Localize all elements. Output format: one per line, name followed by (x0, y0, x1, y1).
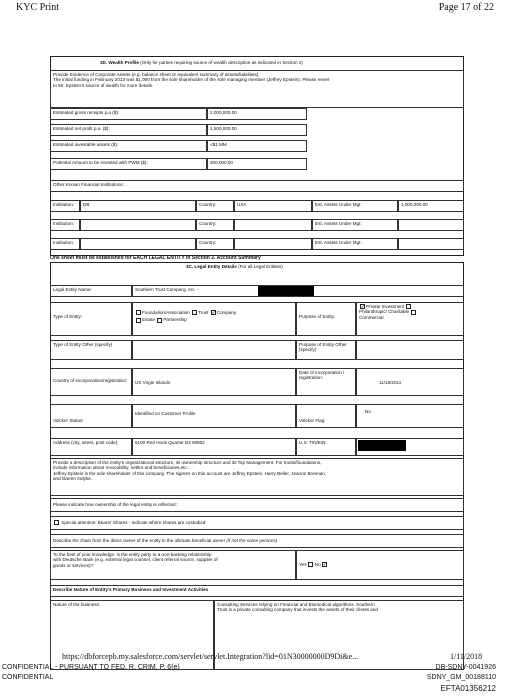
bates-number-1: DB-SDNY-0041926 (435, 664, 496, 671)
no-checkbox[interactable] (322, 562, 327, 567)
philanthropic-label: Philanthropic/ Charitable (359, 309, 410, 315)
print-title: KYC Print (16, 2, 60, 13)
entity-type-other-value[interactable] (132, 340, 296, 360)
org-structure-label-2: include information about revocability, settlor and beneficiaries,etc.: (53, 465, 190, 471)
entity-purpose-options (356, 302, 464, 336)
volcker-flag-text: No (365, 409, 371, 414)
bearer-shares-label: Special attention: Bearer Shares - Indicate where shares are custodied: (61, 520, 207, 525)
incorporation-date-text: 11/18/2011 (379, 380, 402, 385)
institution-3-assets-label: Est. Assets Under Mgt: (312, 238, 398, 250)
footer-date: 1/11/2018 (450, 652, 483, 661)
volcker-flag-label: Volcker Flag: (299, 418, 326, 423)
yes-label: Yes (299, 562, 307, 567)
org-structure-label-1: Provide a description of the entity's organizational structure, its ownership structure and its Top Management. For trusts/foundations, (53, 460, 322, 465)
country-incorporation-value (132, 368, 296, 396)
legal-entity-name-text: Southern Trust Company, Inc. - (135, 287, 199, 292)
gross-receipts-label: Estimated gross receipts p.a ($): (50, 108, 207, 120)
non-banking-question-line-2: with Deutsche Bank (e.g. external legal counsel, client referral source, supplier of (53, 557, 218, 563)
evidence-text-2: to Mr. Epstein's source of wealth for more details. (53, 82, 154, 88)
institution-2-label: Institution: (50, 219, 80, 231)
net-profit-value: 1,500,000.00 (207, 124, 307, 136)
entity-type-other-label: Type of Entity Other (specify) (50, 340, 132, 360)
entity-type-label-cell (50, 302, 132, 336)
country-incorporation-label (50, 368, 132, 396)
bates-number-3: EFTA01356212 (440, 684, 496, 693)
legal-entity-title: 3C. Legal Entity Details (For all Legal Entities) (186, 264, 283, 269)
volcker-status-label: Volcker Status: (53, 418, 84, 423)
partnership-checkbox[interactable] (157, 318, 162, 323)
bearer-shares-row (50, 516, 464, 530)
institution-2-country-value (234, 219, 312, 231)
institution-1-country-value: USA (234, 200, 312, 212)
ownership-chain-row (50, 534, 464, 548)
ownership-chain-note: (if not the same persons) (226, 538, 278, 543)
institution-1-value: DB (80, 200, 196, 212)
foundation-option-label: Foundation/Association (142, 310, 190, 315)
philanthropic-checkbox[interactable] (411, 310, 416, 315)
org-structure-text-1: Jeffrey Epstein is the sole shareholder of this company. The signors on this account are Jeffrey Epstein, Harry Beller, Jeanne Brennan, (53, 470, 327, 476)
institution-3-value (80, 238, 196, 250)
legal-entity-name-label: Legal Entity Name: (50, 285, 132, 297)
nature-label: Nature of the business: (50, 600, 214, 670)
volcker-flag-label-cell (296, 404, 356, 428)
investable-assets-value: <$1 MM (207, 140, 307, 152)
company-option-label: Company (216, 310, 237, 315)
non-banking-question (50, 550, 296, 580)
institution-1-country-label: Country: (196, 200, 234, 212)
potential-amount-value: 300,000.00 (207, 158, 307, 170)
entity-purpose-label: Purpose of Entity: (299, 314, 336, 319)
evidence-label: Provide Evidence of Corporate Assets (e.g. balance sheet or equivalent summary of assets/liabilities): (53, 72, 260, 77)
org-structure-text-2: and Darren Indyke. (53, 476, 93, 482)
estate-checkbox[interactable] (136, 318, 141, 323)
non-banking-question-line-1: To the best of your knowledge, is the entity party to a non-banking relationship (53, 552, 212, 557)
ownership-chain-label: Describe the chain from the direct owner of the entity to the ultimate beneficial owner (53, 538, 226, 543)
org-structure-block (50, 458, 464, 496)
volcker-status-text: Identified on Customer Profile (135, 411, 196, 416)
yes-checkbox[interactable] (308, 562, 313, 567)
incorporation-date-value (356, 368, 464, 396)
nature-title: Describe Nature of Entity's Primary Business and Investment Activities (50, 585, 464, 597)
tin-redaction-box (358, 440, 406, 451)
volcker-status-label-cell (50, 404, 132, 428)
address-label: Address (city, street, post code): (50, 438, 132, 456)
other-institutions-label: Other Known Financial Institutions: (50, 180, 464, 192)
confidential-fed-notice: CONFIDENTIAL - PURSUANT TO FED. R. CRIM. P. 6(e) (2, 664, 180, 671)
evidence-text-1: The initial funding in February 2013 was $1,000 from the sole shareholder of the sole managing member (Jeffrey Epstein). Please revert (53, 77, 330, 83)
institution-3-country-value (234, 238, 312, 250)
entity-purpose-other-label: Purpose of Entity Other (specify) (296, 340, 356, 360)
nature-text-1: Consulting Services relying on Financial and Biomedical algorithms. Southern (217, 602, 375, 607)
bearer-shares-checkbox[interactable] (54, 520, 59, 525)
institution-3-label: Institution: (50, 238, 80, 250)
private-investment-label: Private Investment (366, 304, 405, 309)
net-profit-label: Estimated net profit p.a. ($): (50, 124, 207, 136)
no-label: No (314, 562, 321, 567)
entity-purpose-other-value[interactable] (356, 340, 464, 360)
foundation-checkbox[interactable] (136, 310, 141, 315)
trust-checkbox[interactable] (192, 310, 197, 315)
entity-type-label: Type of Entity: (53, 314, 83, 319)
institution-2-assets-label: Est. Assets Under Mgt: (312, 219, 398, 231)
institution-1-label: Institution: (50, 200, 80, 212)
corporate-assets-evidence (50, 70, 464, 108)
nature-text-2: Trust is a private consulting company that invests the assets of their clients and (217, 607, 378, 613)
entity-purpose-label-cell (296, 302, 356, 336)
institution-3-assets-value (398, 238, 464, 250)
redaction-box (258, 286, 314, 296)
one-sheet-note: One sheet must be established for EACH LEGAL ENTITY in Section 2. Account Summary (50, 256, 261, 261)
wealth-profile-title: 3D. Wealth Profile (Only for parties requiring source of wealth description as indicated in Section 2) (100, 60, 303, 65)
institution-3-country-label: Country: (196, 238, 234, 250)
partnership-option-label: Partnership (163, 317, 187, 323)
company-checkbox[interactable] (211, 310, 216, 315)
incorporation-date-label: Date of incorporation / registration: (296, 368, 356, 396)
non-banking-answer (296, 550, 464, 580)
address-value: 6100 Red Hook Quarter B3 00802 (132, 438, 296, 456)
confidential-notice: CONFIDENTIAL (2, 674, 54, 681)
page-number: Page 17 of 22 (438, 2, 494, 13)
spacer-40 (50, 258, 130, 270)
trust-option-label: Trust (198, 310, 209, 315)
ownership-label: Please indicate how ownership of the legal entity is reflected: (50, 498, 464, 512)
institution-1-assets-label: Est. Assets Under Mgt: (312, 200, 398, 212)
volcker-flag-value (356, 404, 464, 428)
investable-assets-label: Estimated investable assets ($): (50, 140, 207, 152)
country-incorporation-text: US Virgin Islands (135, 380, 171, 385)
non-banking-question-line-3: goods or services)?: (53, 562, 95, 568)
institution-2-country-label: Country: (196, 219, 234, 231)
institution-1-assets-value: 1,000,000.00 (398, 200, 464, 212)
gross-receipts-value: 2,000,000.00 (207, 108, 307, 120)
institution-2-value (80, 219, 196, 231)
country-incorporation-label-text: Country of incorporation/registration: (53, 378, 128, 383)
commercial-label: Commercial (359, 314, 384, 320)
volcker-status-value (132, 404, 296, 428)
entity-type-options (132, 302, 296, 336)
bates-number-2: SDNY_GM_00188110 (426, 674, 496, 681)
estate-option-label: Estate (142, 317, 156, 323)
footer-url[interactable]: https://dbforcepb.my.salesforce.com/servlet/servlet.Integration?lid=01N30000000D9Di&e... (62, 652, 359, 661)
institution-2-assets-value (398, 219, 464, 231)
tin-label: U.S. TIN/EIN: (296, 438, 356, 456)
potential-amount-label: Potential Amount to be invested with PWM ($): (50, 158, 207, 170)
